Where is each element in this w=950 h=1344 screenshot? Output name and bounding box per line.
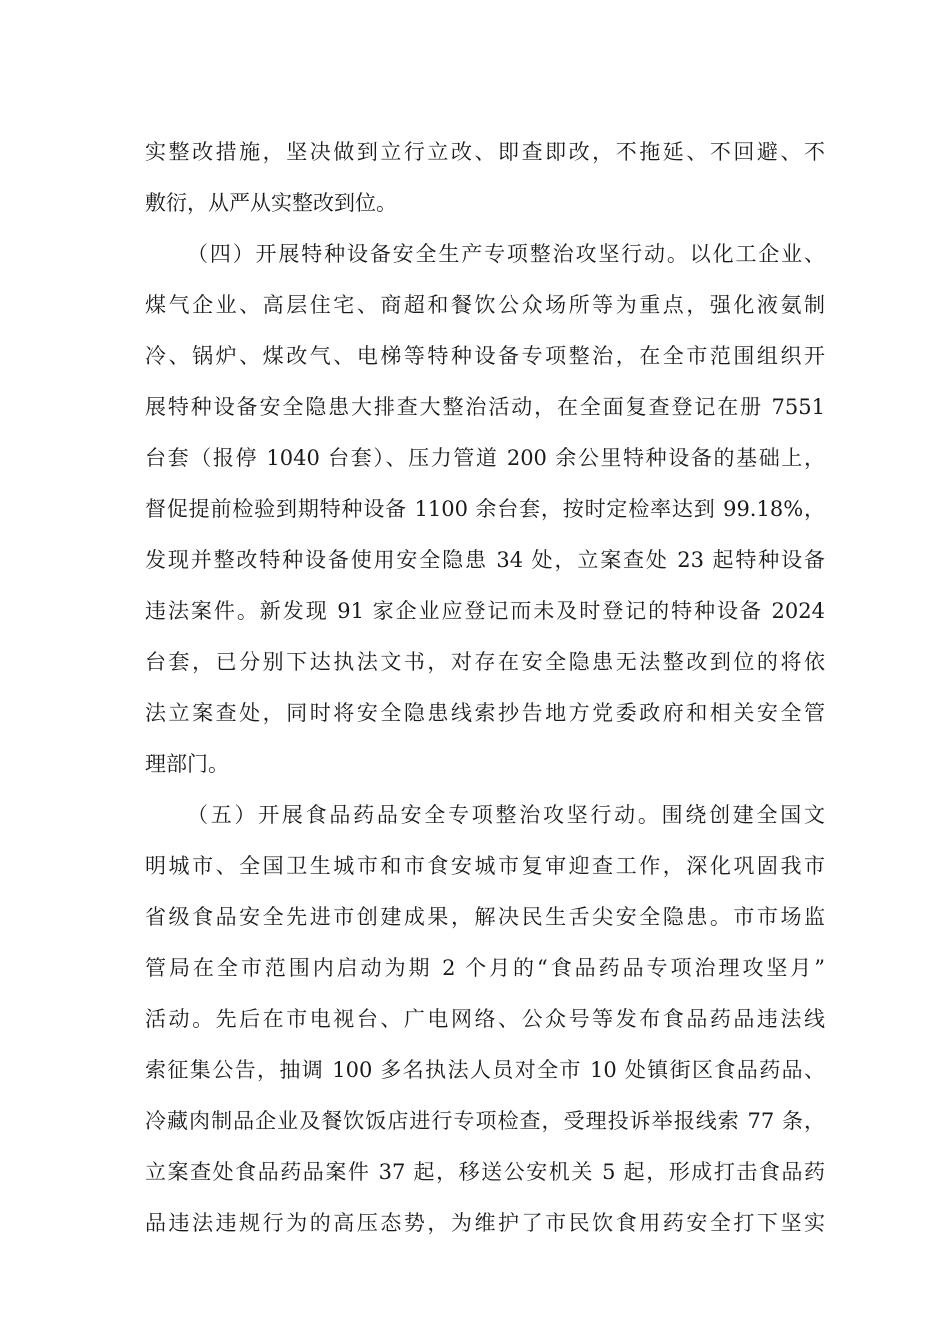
paragraph-heading-4: （四）开展特种设备安全生产专项整治攻坚行动。以化工企业、 [187,242,825,266]
text-line: 管局在全市范围内启动为期 2 个月的“食品药品专项治理攻坚月” [145,956,825,980]
text-line: 省级食品安全先进市创建成果，解决民生舌尖安全隐患。市市场监 [145,905,825,929]
text-line: 敷衍，从严从实整改到位。 [145,191,397,215]
text-line: 违法案件。新发现 91 家企业应登记而未及时登记的特种设备 2024 [145,599,825,623]
text-line: 实整改措施，坚决做到立行立改、即查即改，不拖延、不回避、不 [145,140,825,164]
text-line: 理部门。 [145,752,229,776]
text-line: 法立案查处，同时将安全隐患线索抄告地方党委政府和相关安全管 [145,701,825,725]
text-line: 冷、锅炉、煤改气、电梯等特种设备专项整治，在全市范围组织开 [145,344,825,368]
text-line: 立案查处食品药品案件 37 起，移送公安机关 5 起，形成打击食品药 [145,1160,825,1184]
text-line: 台套（报停 1040 台套）、压力管道 200 余公里特种设备的基础上， [145,446,825,470]
text-line: 发现并整改特种设备使用安全隐患 34 处，立案查处 23 起特种设备 [145,548,825,572]
text-line: 品违法违规行为的高压态势，为维护了市民饮食用药安全打下坚实 [145,1211,825,1235]
text-line: 明城市、全国卫生城市和市食安城市复审迎查工作，深化巩固我市 [145,854,825,878]
paragraph-heading-5: （五）开展食品药品安全专项整治攻坚行动。围绕创建全国文 [187,803,825,827]
text-line: 冷藏肉制品企业及餐饮饭店进行专项检查，受理投诉举报线索 77 条， [145,1109,825,1133]
text-line: 索征集公告，抽调 100 多名执法人员对全市 10 处镇街区食品药品、 [145,1058,825,1082]
text-line: 煤气企业、高层住宅、商超和餐饮公众场所等为重点，强化液氨制 [145,293,825,317]
text-line: 台套，已分别下达执法文书，对存在安全隐患无法整改到位的将依 [145,650,825,674]
text-line: 展特种设备安全隐患大排查大整治活动，在全面复查登记在册 7551 [145,395,825,419]
text-line: 督促提前检验到期特种设备 1100 余台套，按时定检率达到 99.18%， [145,497,825,521]
text-line: 活动。先后在市电视台、广电网络、公众号等发布食品药品违法线 [145,1007,825,1031]
